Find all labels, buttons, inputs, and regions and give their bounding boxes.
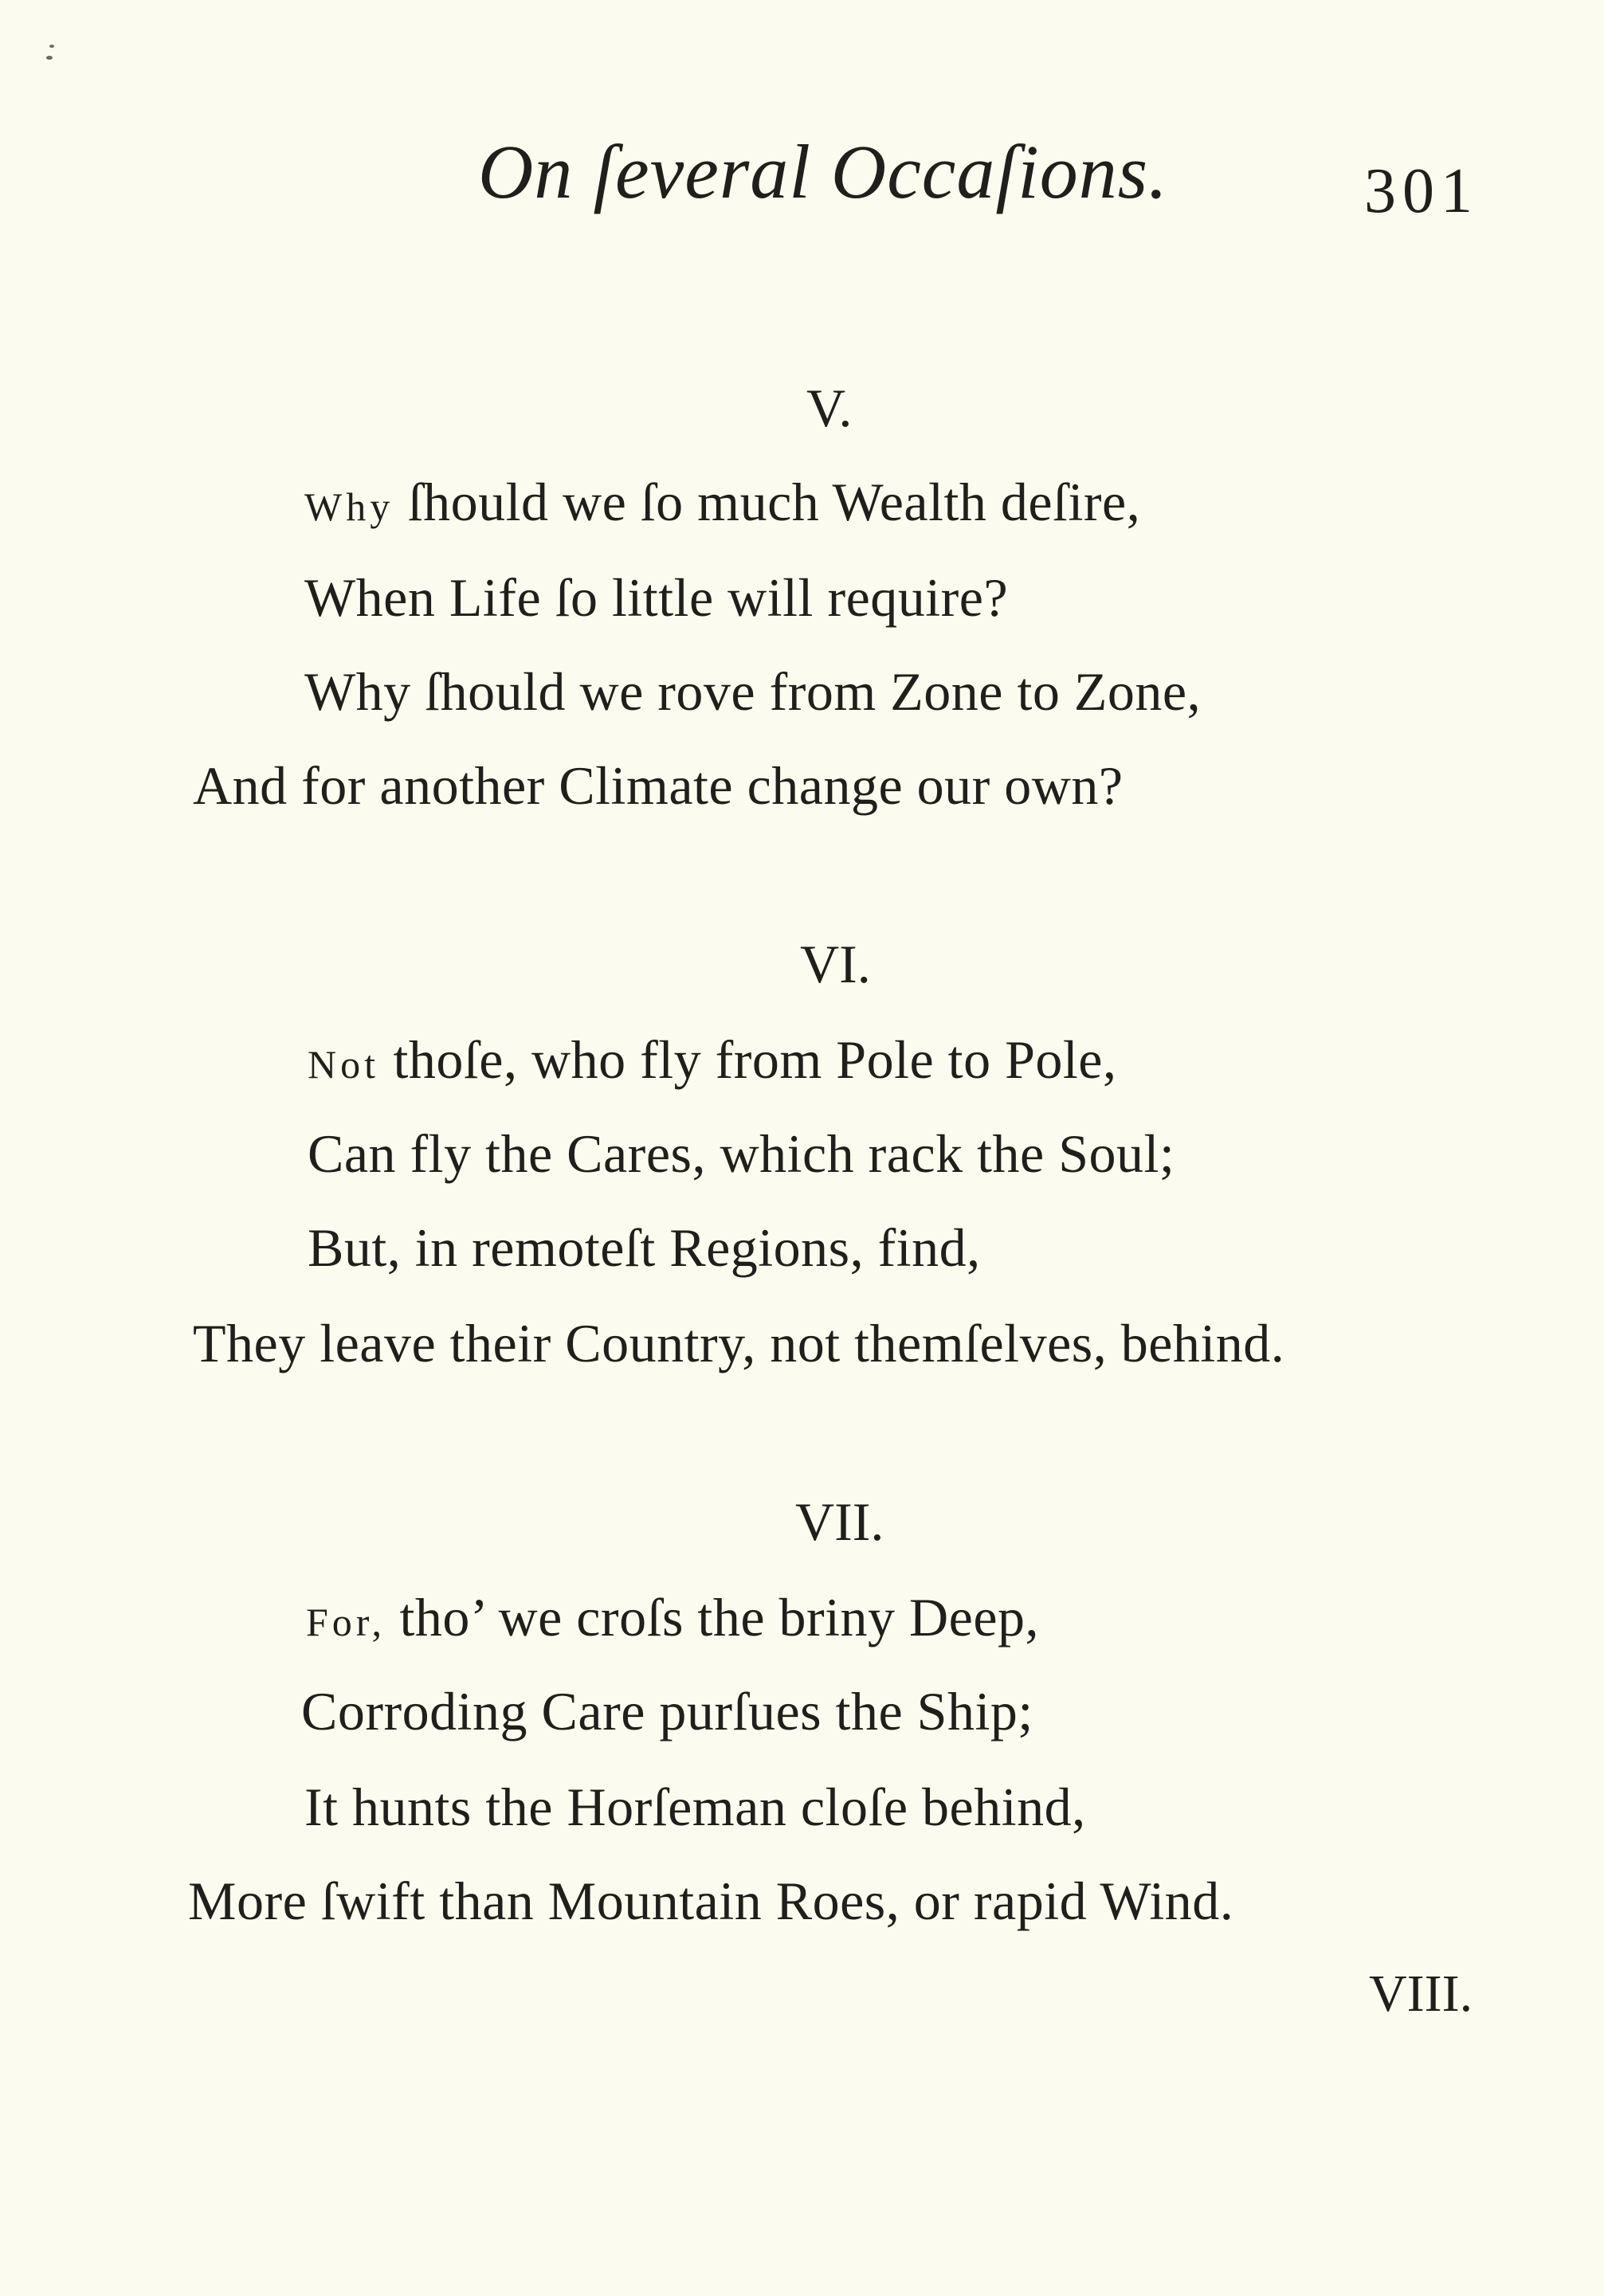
verse-line [304, 1777, 1086, 1837]
stanza-number-v: V. [806, 378, 853, 438]
verse-text: ſhould we ſo much Wealth deſire, [394, 472, 1141, 532]
verse-text: Why ſhould we rove from Zone to Zone, [304, 661, 1202, 722]
stanza-number-vii: VII. [795, 1491, 884, 1552]
small-caps-initial: Not [308, 1042, 379, 1087]
verse-text: And for another Climate change our own? [193, 755, 1124, 816]
paper-speck [46, 56, 53, 60]
verse-line [304, 661, 1202, 722]
small-caps-initial: For, [306, 1600, 386, 1644]
verse-text: Corroding Care purſues the Ship; [301, 1681, 1033, 1742]
verse-text: More ſwift than Mountain Roes, or rapid Wind. [188, 1871, 1234, 1931]
page-number: 301 [1364, 156, 1479, 226]
verse-text: Can fly the Cares, which rack the Soul; [308, 1123, 1175, 1184]
verse-line [188, 1871, 1234, 1931]
verse-line [301, 1681, 1033, 1742]
verse-line [308, 1029, 1117, 1090]
verse-line [306, 1587, 1040, 1648]
verse-line [308, 1217, 981, 1278]
small-caps-initial: Why [304, 484, 394, 529]
verse-line [193, 1313, 1285, 1373]
catchword: VIII. [1369, 1965, 1473, 2023]
verse-text: It hunts the Horſeman cloſe behind, [304, 1777, 1086, 1837]
verse-line [304, 472, 1141, 532]
verse-text: thoſe, who fly from Pole to Pole, [379, 1029, 1117, 1090]
running-title: On ſeveral Occaſions. [478, 129, 1169, 214]
verse-text: When Life ſo little will require? [304, 567, 1009, 628]
verse-line [304, 567, 1009, 628]
paper-speck [49, 45, 54, 48]
verse-text: tho’ we croſs the briny Deep, [385, 1587, 1040, 1648]
verse-line [193, 755, 1124, 816]
verse-line [308, 1123, 1175, 1184]
verse-text: They leave their Country, not themſelves, behind. [193, 1313, 1285, 1373]
verse-text: But, in remoteſt Regions, find, [308, 1217, 981, 1278]
stanza-number-vi: VI. [800, 934, 871, 994]
